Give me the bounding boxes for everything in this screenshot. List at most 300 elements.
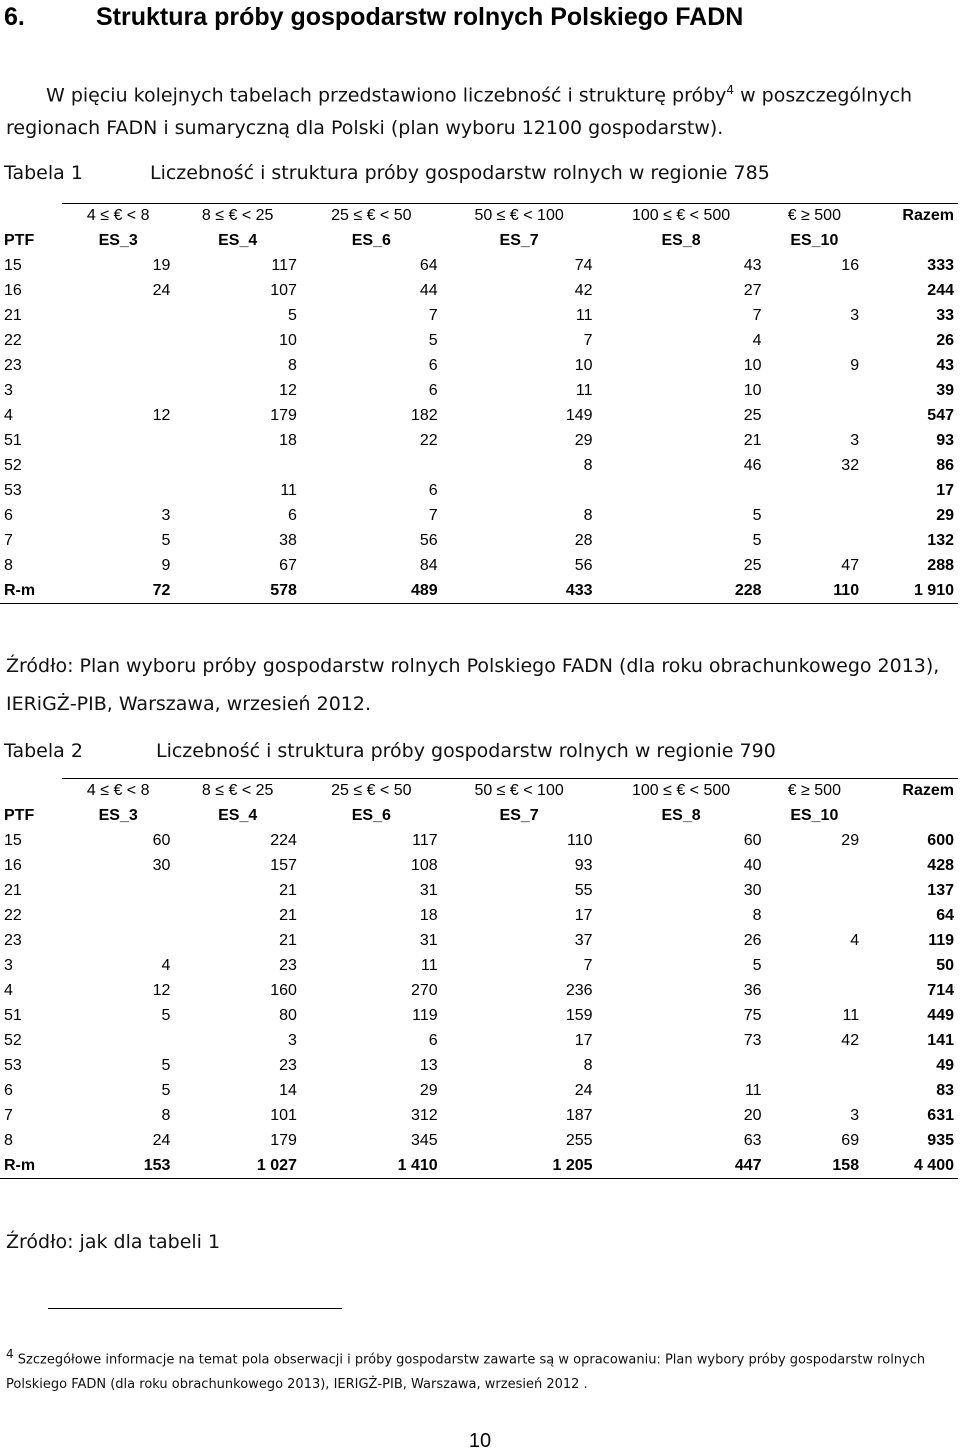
- table-cell: 3: [288, 1032, 297, 1049]
- table-cell: 255: [565, 1132, 593, 1149]
- table-row: [0, 479, 958, 504]
- table-cell: 5: [752, 532, 762, 549]
- table-cell: 12: [152, 982, 171, 999]
- table-cell: 132: [927, 532, 954, 549]
- table-cell: 49: [936, 1057, 954, 1074]
- intro-paragraph: [6, 74, 956, 145]
- table-cell: 10: [743, 357, 762, 374]
- table-cell: 345: [410, 1132, 438, 1149]
- table-cell: 18: [419, 907, 438, 924]
- table-cell: 3: [850, 432, 860, 449]
- table-row: [0, 529, 958, 554]
- table-cell: 312: [410, 1107, 438, 1124]
- table-cell: PTF: [4, 807, 35, 824]
- table-cell: 29: [936, 507, 954, 524]
- table-cell: 25 ≤ € < 50: [301, 779, 442, 804]
- table-cell: 32: [841, 457, 860, 474]
- table-2: [0, 778, 958, 1179]
- table-cell: 17: [574, 907, 593, 924]
- table-cell: ES_7: [499, 232, 539, 249]
- table-cell: PTF: [4, 232, 35, 249]
- table-cell: 100 ≤ € < 500: [597, 779, 766, 804]
- table-cell: 159: [565, 1007, 593, 1024]
- table-cell: 8: [583, 457, 593, 474]
- table-row: [0, 1054, 958, 1079]
- table-cell: 433: [442, 579, 597, 604]
- intro-text-a: W pięciu kolejnych tabelach przedstawiono liczebność i strukturę próby: [46, 84, 727, 107]
- table-cell: 110: [766, 579, 864, 604]
- table-cell: 153: [62, 1154, 174, 1179]
- table-cell: ES_6: [351, 232, 391, 249]
- table-cell: 75: [743, 1007, 762, 1024]
- table-cell: 11: [842, 1007, 860, 1024]
- table-cell: 56: [574, 557, 593, 574]
- table-cell: 21: [743, 432, 762, 449]
- table-cell: 55: [574, 882, 593, 899]
- table-cell: 8: [583, 1057, 593, 1074]
- table-cell: R-m: [0, 1154, 62, 1179]
- table-cell: 6: [428, 482, 438, 499]
- table-cell: 24: [152, 282, 171, 299]
- table-row: [0, 404, 958, 429]
- page-number: 10: [468, 1430, 492, 1452]
- table-total-row: [0, 579, 958, 604]
- table-cell: € ≥ 500: [766, 779, 864, 804]
- table-cell: 4: [850, 932, 860, 949]
- table-cell: 149: [565, 407, 593, 424]
- table-row: [0, 879, 958, 904]
- table-1-source: Źródło: Plan wyboru próby gospodarstw rolnych Polskiego FADN (dla roku obrachunkowego 2013), IERiGŻ-PIB, Warszawa, wrzesień 2012.: [6, 655, 940, 715]
- table-cell: 25 ≤ € < 50: [301, 204, 442, 229]
- table-row: [0, 1129, 958, 1154]
- table-cell: 8 ≤ € < 25: [174, 204, 301, 229]
- table-cell: [766, 879, 864, 904]
- table-cell: 8: [4, 1132, 13, 1149]
- table-cell: 7: [752, 307, 762, 324]
- table-cell: 93: [574, 857, 593, 874]
- table-cell: 3: [4, 957, 13, 974]
- table-cell: 6: [428, 382, 438, 399]
- table-cell: 43: [936, 357, 954, 374]
- table-cell: 11: [280, 482, 297, 499]
- table-row: [0, 279, 958, 304]
- table-cell: [62, 929, 174, 954]
- table-cell: ES_3: [98, 232, 138, 249]
- table-cell: 50 ≤ € < 100: [442, 779, 597, 804]
- table-cell: 8: [161, 1107, 171, 1124]
- table-cell: 108: [410, 857, 438, 874]
- table-cell: 17: [936, 482, 954, 499]
- table-cell: [174, 454, 301, 479]
- table-cell: 23: [279, 957, 297, 974]
- footnote-ref[interactable]: 4: [726, 83, 735, 97]
- table-cell: 72: [62, 579, 174, 604]
- table-cell: 160: [270, 982, 297, 999]
- table-cell: 50 ≤ € < 100: [442, 204, 597, 229]
- table-cell: [597, 479, 766, 504]
- table-row: [0, 554, 958, 579]
- table-cell: 4: [4, 407, 13, 424]
- table-cell: 9: [161, 557, 171, 574]
- table-cell: 4 400: [863, 1154, 958, 1179]
- table-cell: [766, 529, 864, 554]
- table-cell: 7: [583, 332, 593, 349]
- table-cell: 6: [288, 507, 297, 524]
- table-cell: 8: [4, 557, 13, 574]
- table-cell: 39: [936, 382, 954, 399]
- table-cell: 12: [279, 382, 297, 399]
- table-cell: [442, 479, 597, 504]
- table-cell: 6: [4, 507, 13, 524]
- table-cell: 60: [152, 832, 171, 849]
- table-cell: [62, 904, 174, 929]
- table-cell: 10: [743, 382, 762, 399]
- table-cell: 53: [4, 482, 22, 499]
- table-cell: 333: [927, 257, 954, 274]
- table-cell: ES_7: [499, 807, 539, 824]
- table-cell: 80: [279, 1007, 297, 1024]
- table-cell: 8: [288, 357, 297, 374]
- table-cell: 5: [428, 332, 438, 349]
- table-cell: ES_3: [98, 807, 138, 824]
- table-cell: 447: [597, 1154, 766, 1179]
- table-cell: 30: [152, 857, 171, 874]
- table-cell: 37: [574, 932, 593, 949]
- table-cell: 11: [744, 1082, 762, 1099]
- table-cell: ES_4: [218, 807, 258, 824]
- table-cell: 28: [574, 532, 593, 549]
- table-row: [0, 429, 958, 454]
- table-cell: 26: [936, 332, 954, 349]
- table-cell: 137: [927, 882, 954, 899]
- table-cell: 117: [412, 832, 438, 849]
- table-cell: [62, 354, 174, 379]
- table-cell: 935: [927, 1132, 954, 1149]
- table-cell: 86: [936, 457, 954, 474]
- table-cell: 51: [4, 432, 22, 449]
- table-cell: 3: [161, 507, 171, 524]
- section-number: 6.: [4, 3, 25, 31]
- table-cell: 3: [850, 307, 860, 324]
- table-cell: 33: [936, 307, 954, 324]
- table-cell: 10: [574, 357, 593, 374]
- table-cell: 27: [743, 282, 762, 299]
- table-cell: 10: [279, 332, 297, 349]
- table-cell: 64: [936, 907, 954, 924]
- table-cell: 53: [4, 1057, 22, 1074]
- table-code-row: [0, 229, 958, 254]
- table-cell: 23: [279, 1057, 297, 1074]
- table-row: [0, 929, 958, 954]
- table-cell: 6: [428, 1032, 438, 1049]
- table-cell: Razem: [863, 204, 958, 229]
- table-row: [0, 454, 958, 479]
- table-row: [0, 1079, 958, 1104]
- table-cell: 449: [927, 1007, 954, 1024]
- table-1-caption: [4, 160, 770, 186]
- table-cell: 4 ≤ € < 8: [62, 779, 174, 804]
- table-cell: 107: [270, 282, 297, 299]
- table-cell: 25: [743, 557, 762, 574]
- table-cell: 14: [279, 1082, 297, 1099]
- table-cell: 22: [4, 332, 22, 349]
- table-1: [0, 203, 958, 604]
- table-cell: 270: [410, 982, 438, 999]
- table-cell: 84: [419, 557, 438, 574]
- table-cell: 21: [4, 307, 22, 324]
- table-cell: 428: [927, 857, 954, 874]
- table-row: [0, 329, 958, 354]
- footnote: [6, 1342, 956, 1397]
- table-cell: 64: [419, 257, 438, 274]
- table-row: [0, 1029, 958, 1054]
- table-row: [0, 304, 958, 329]
- table-cell: 1 027: [174, 1154, 301, 1179]
- table-cell: 20: [743, 1107, 762, 1124]
- table-cell: 23: [4, 357, 22, 374]
- table-cell: 93: [936, 432, 954, 449]
- table-2-title: Liczebność i struktura próby gospodarstw rolnych w regionie 790: [156, 740, 776, 762]
- table-cell: [766, 504, 864, 529]
- table-cell: 5: [752, 957, 762, 974]
- table-cell: [863, 804, 958, 829]
- table-cell: 67: [279, 557, 297, 574]
- table-cell: 3: [850, 1107, 860, 1124]
- table-cell: 600: [927, 832, 954, 849]
- table-cell: [766, 329, 864, 354]
- table-cell: 74: [574, 257, 593, 274]
- table-cell: 7: [4, 532, 13, 549]
- table-cell: 29: [419, 1082, 438, 1099]
- table-cell: 8 ≤ € < 25: [174, 779, 301, 804]
- table-cell: 36: [743, 982, 762, 999]
- table-cell: 24: [574, 1082, 593, 1099]
- table-cell: 29: [574, 432, 593, 449]
- table-cell: 228: [597, 579, 766, 604]
- table-cell: 43: [743, 257, 762, 274]
- table-header-row: [0, 779, 958, 804]
- table-cell: [62, 379, 174, 404]
- table-code-row: [0, 804, 958, 829]
- table-cell: 157: [270, 857, 297, 874]
- table-cell: 21: [4, 882, 22, 899]
- table-cell: 7: [4, 1107, 13, 1124]
- intro-text-b: w poszczególnych regionach FADN i sumaryczną dla Polski (plan wyboru 12100 gospodarstw).: [6, 84, 913, 140]
- table-cell: 5: [161, 1082, 171, 1099]
- section-title: Struktura próby gospodarstw rolnych Polskiego FADN: [96, 3, 744, 31]
- table-row: [0, 254, 958, 279]
- table-cell: 21: [279, 932, 297, 949]
- table-cell: 182: [410, 407, 438, 424]
- table-cell: R-m: [0, 579, 62, 604]
- table-cell: 7: [428, 307, 438, 324]
- table-header-row: [0, 204, 958, 229]
- table-cell: ES_8: [661, 232, 701, 249]
- table-cell: 63: [743, 1132, 762, 1149]
- table-cell: [62, 329, 174, 354]
- footnote-text: Szczegółowe informacje na temat pola obserwacji i próby gospodarstw zawarte są w opracowaniu: Plan wybory próby gospodarstw rolnych Polskiego FADN (dla roku obrachunkowego 2013), IERIGŻ-PIB, Warszawa, wrzesień 2012 .: [6, 1352, 926, 1393]
- table-cell: 3: [4, 382, 13, 399]
- table-row: [0, 354, 958, 379]
- table-cell: 52: [4, 457, 22, 474]
- table-cell: 15: [4, 257, 22, 274]
- table-cell: 21: [279, 907, 297, 924]
- table-cell: 236: [565, 982, 593, 999]
- table-cell: 7: [428, 507, 438, 524]
- table-cell: 15: [4, 832, 22, 849]
- table-cell: 44: [419, 282, 438, 299]
- table-cell: Razem: [863, 779, 958, 804]
- table-cell: 110: [567, 832, 593, 849]
- table-cell: 23: [4, 932, 22, 949]
- table-cell: 46: [743, 457, 762, 474]
- table-cell: 714: [927, 982, 954, 999]
- table-cell: 40: [743, 857, 762, 874]
- table-cell: 1 205: [442, 1154, 597, 1179]
- table-cell: ES_10: [790, 232, 839, 249]
- table-cell: 7: [583, 957, 593, 974]
- table-cell: 11: [575, 382, 593, 399]
- table-row: [0, 504, 958, 529]
- table-cell: 179: [270, 407, 297, 424]
- table-cell: 244: [927, 282, 954, 299]
- table-cell: [62, 304, 174, 329]
- table-cell: 83: [936, 1082, 954, 1099]
- table-cell: 19: [152, 257, 171, 274]
- table-cell: 60: [743, 832, 762, 849]
- table-row: [0, 854, 958, 879]
- table-row: [0, 829, 958, 854]
- section-heading: [4, 2, 743, 32]
- table-cell: 101: [270, 1107, 297, 1124]
- table-cell: 117: [271, 257, 297, 274]
- table-cell: 50: [936, 957, 954, 974]
- table-cell: 6: [4, 1082, 13, 1099]
- table-cell: [62, 879, 174, 904]
- footnote-separator: [48, 1308, 342, 1309]
- table-cell: [766, 954, 864, 979]
- table-cell: 51: [4, 1007, 22, 1024]
- table-cell: 5: [161, 532, 171, 549]
- table-cell: 4: [161, 957, 171, 974]
- table-cell: 16: [4, 857, 22, 874]
- table-cell: 69: [841, 1132, 860, 1149]
- table-cell: 22: [419, 432, 438, 449]
- table-cell: 5: [161, 1007, 171, 1024]
- table-cell: 631: [927, 1107, 954, 1124]
- table-cell: 489: [301, 579, 442, 604]
- table-cell: 187: [565, 1107, 593, 1124]
- table-cell: ES_10: [790, 807, 839, 824]
- table-cell: [301, 454, 442, 479]
- table-row: [0, 1004, 958, 1029]
- table-cell: 22: [4, 907, 22, 924]
- table-cell: [766, 404, 864, 429]
- table-cell: ES_8: [661, 807, 701, 824]
- table-cell: 73: [743, 1032, 762, 1049]
- table-cell: 5: [161, 1057, 171, 1074]
- table-2-caption: [4, 738, 776, 764]
- table-cell: 8: [583, 507, 593, 524]
- table-cell: 16: [841, 257, 860, 274]
- table-cell: [766, 904, 864, 929]
- table-cell: 30: [743, 882, 762, 899]
- table-cell: 9: [850, 357, 860, 374]
- table-cell: [597, 1054, 766, 1079]
- table-cell: [62, 429, 174, 454]
- table-cell: 17: [574, 1032, 593, 1049]
- table-cell: [766, 979, 864, 1004]
- table-cell: 24: [152, 1132, 171, 1149]
- table-cell: ES_6: [351, 807, 391, 824]
- table-cell: [62, 479, 174, 504]
- table-cell: [766, 379, 864, 404]
- table-cell: 179: [270, 1132, 297, 1149]
- table-cell: 26: [743, 932, 762, 949]
- table-row: [0, 1104, 958, 1129]
- table-row: [0, 979, 958, 1004]
- table-cell: 119: [412, 1007, 438, 1024]
- table-1-label: Tabela 1: [4, 162, 83, 184]
- table-cell: 42: [574, 282, 593, 299]
- table-cell: [766, 479, 864, 504]
- table-2-label: Tabela 2: [4, 740, 83, 762]
- table-cell: 16: [4, 282, 22, 299]
- table-cell: 158: [766, 1154, 864, 1179]
- table-cell: 11: [421, 957, 438, 974]
- table-cell: [62, 1029, 174, 1054]
- table-cell: [0, 204, 62, 229]
- table-cell: [766, 1079, 864, 1104]
- table-cell: 38: [279, 532, 297, 549]
- table-cell: 47: [841, 557, 860, 574]
- table-cell: 13: [419, 1057, 438, 1074]
- table-cell: 56: [419, 532, 438, 549]
- table-cell: 29: [841, 832, 860, 849]
- table-cell: [62, 454, 174, 479]
- table-row: [0, 904, 958, 929]
- table-cell: 4: [4, 982, 13, 999]
- table-cell: 578: [174, 579, 301, 604]
- table-total-row: [0, 1154, 958, 1179]
- table-cell: 6: [428, 357, 438, 374]
- table-cell: [766, 1054, 864, 1079]
- table-cell: 141: [927, 1032, 954, 1049]
- table-1-title: Liczebność i struktura próby gospodarstw rolnych w regionie 785: [150, 162, 770, 184]
- table-row: [0, 379, 958, 404]
- table-cell: [766, 279, 864, 304]
- table-cell: 31: [419, 882, 438, 899]
- table-cell: 288: [927, 557, 954, 574]
- table-cell: 18: [279, 432, 297, 449]
- table-cell: 547: [927, 407, 954, 424]
- table-cell: [0, 779, 62, 804]
- table-cell: 1 910: [863, 579, 958, 604]
- table-cell: 119: [928, 932, 954, 949]
- table-cell: [766, 854, 864, 879]
- table-cell: 1 410: [301, 1154, 442, 1179]
- table-cell: [863, 229, 958, 254]
- table-cell: 4 ≤ € < 8: [62, 204, 174, 229]
- table-cell: 31: [419, 932, 438, 949]
- table-cell: 11: [575, 307, 593, 324]
- footnote-marker: 4: [6, 1347, 14, 1361]
- table-cell: 5: [752, 507, 762, 524]
- table-cell: 52: [4, 1032, 22, 1049]
- table-2-source: Źródło: jak dla tabeli 1: [6, 1231, 221, 1253]
- table-cell: 21: [279, 882, 297, 899]
- table-cell: ES_4: [218, 232, 258, 249]
